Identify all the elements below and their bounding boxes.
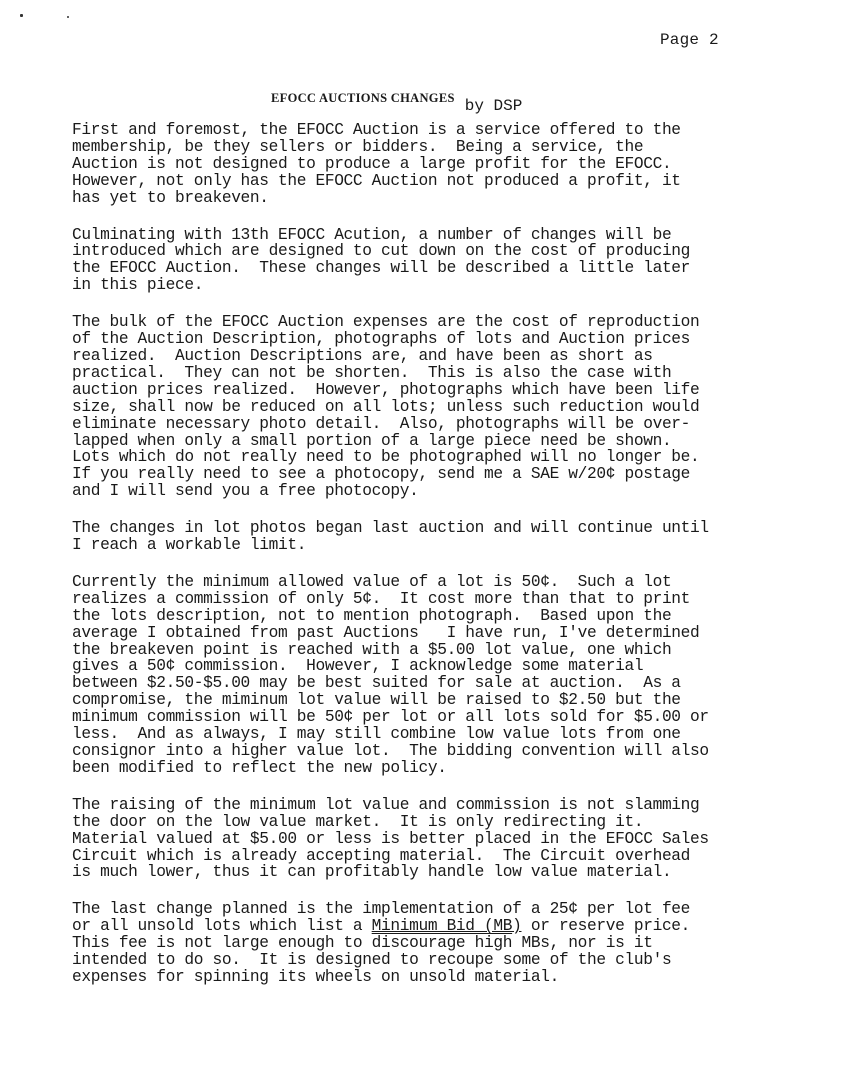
text-line: been modified to reflect the new policy. [72, 758, 447, 777]
text-line: eliminate necessary photo detail. Also, photographs will be over- [72, 414, 691, 433]
text-line: Auction is not designed to produce a large profit for the EFOCC. [72, 154, 672, 173]
text-line: This fee is not large enough to discourage high MBs, nor is it [72, 934, 653, 953]
text-line: the lots description, not to mention photograph. Based upon the [72, 606, 672, 625]
text-line: size, shall now be reduced on all lots; unless such reduction would [72, 397, 700, 416]
text-line: The raising of the minimum lot value and commission is not slamming [72, 795, 700, 814]
text-line: Culminating with 13th EFOCC Acution, a number of changes will be [72, 225, 672, 244]
text-line: The changes in lot photos began last auction and will continue until [72, 519, 709, 538]
page-number: Page 2 [660, 31, 719, 49]
text-line: minimum commission will be 50¢ per lot or all lots sold for $5.00 or [72, 708, 709, 727]
paragraph [72, 797, 772, 882]
text-line: the door on the low value market. It is only redirecting it. [72, 812, 644, 831]
text-line: the breakeven point is reached with a $5.00 lot value, one which [72, 640, 672, 659]
paragraph [72, 574, 772, 777]
text-line: and I will send you a free photocopy. [72, 482, 419, 501]
text-line: in this piece. [72, 276, 204, 295]
text-line: compromise, the miminum lot value will be raised to $2.50 but the [72, 691, 681, 710]
text-line: gives a 50¢ commission. However, I acknowledge some material [72, 657, 644, 676]
text-line: The last change planned is the implementation of a 25¢ per lot fee [72, 900, 691, 919]
text-line: of the Auction Description, photographs of lots and Auction prices [72, 330, 691, 349]
text-line: has yet to breakeven. [72, 188, 269, 207]
text-line: However, not only has the EFOCC Auction not produced a profit, it [72, 171, 681, 190]
text-line: or all unsold lots which list a Minimum Bid (MB) or reserve price. [72, 917, 691, 936]
text-line: Currently the minimum allowed value of a lot is 50¢. Such a lot [72, 572, 672, 591]
text-line: practical. They can not be shorten. This is also the case with [72, 363, 672, 382]
text-line: Lots which do not really need to be photographed will no longer be. [72, 448, 700, 467]
marked-phrase: Minimum Bid (MB) [371, 917, 522, 936]
article-title: EFOCC AUCTIONS CHANGES [271, 91, 455, 105]
text-line: realized. Auction Descriptions are, and have been as short as [72, 346, 653, 365]
paragraph [72, 122, 772, 207]
text-line: membership, be they sellers or bidders. Being a service, the [72, 137, 644, 156]
article-byline: by DSP [464, 97, 523, 115]
paragraph [72, 227, 772, 295]
text-line: Circuit which is already accepting material. The Circuit overhead [72, 846, 691, 865]
text-line: lapped when only a small portion of a large piece need be shown. [72, 431, 672, 450]
marked-phrase: discourage high [371, 934, 513, 953]
text-line: Material valued at $5.00 or less is better placed in the EFOCC Sales [72, 829, 709, 848]
text-line: If you really need to see a photocopy, send me a SAE w/20¢ postage [72, 465, 691, 484]
text-line: expenses for spinning its wheels on unsold material. [72, 967, 559, 986]
scan-speck [67, 16, 69, 18]
text-line: introduced which are designed to cut down on the cost of producing [72, 242, 691, 261]
text-line: average I obtained from past Auctions I have run, I've determined [72, 623, 700, 642]
text-line: is much lower, thus it can profitably handle low value material. [72, 863, 672, 882]
text-line: less. And as always, I may still combine low value lots from one [72, 725, 681, 744]
text-line: I reach a workable limit. [72, 536, 307, 555]
article-body [72, 122, 772, 1006]
text-line: consignor into a higher value lot. The bidding convention will also [72, 742, 709, 760]
scan-speck [20, 14, 23, 17]
text-line: The bulk of the EFOCC Auction expenses are the cost of reproduction [72, 313, 700, 332]
text-line: between $2.50-$5.00 may be best suited for sale at auction. As a [72, 674, 681, 693]
text-line: realizes a commission of only 5¢. It cost more than that to print [72, 589, 691, 608]
text-line: First and foremost, the EFOCC Auction is a service offered to the [72, 121, 681, 139]
article-heading [271, 91, 523, 115]
text-line: auction prices realized. However, photographs which have been life [72, 380, 700, 399]
paragraph [72, 901, 772, 986]
paragraph [72, 314, 772, 500]
text-line: intended to do so. It is designed to recoupe some of the club's [72, 951, 672, 970]
text-line: the EFOCC Auction. These changes will be described a little later [72, 259, 691, 278]
paragraph [72, 520, 772, 554]
